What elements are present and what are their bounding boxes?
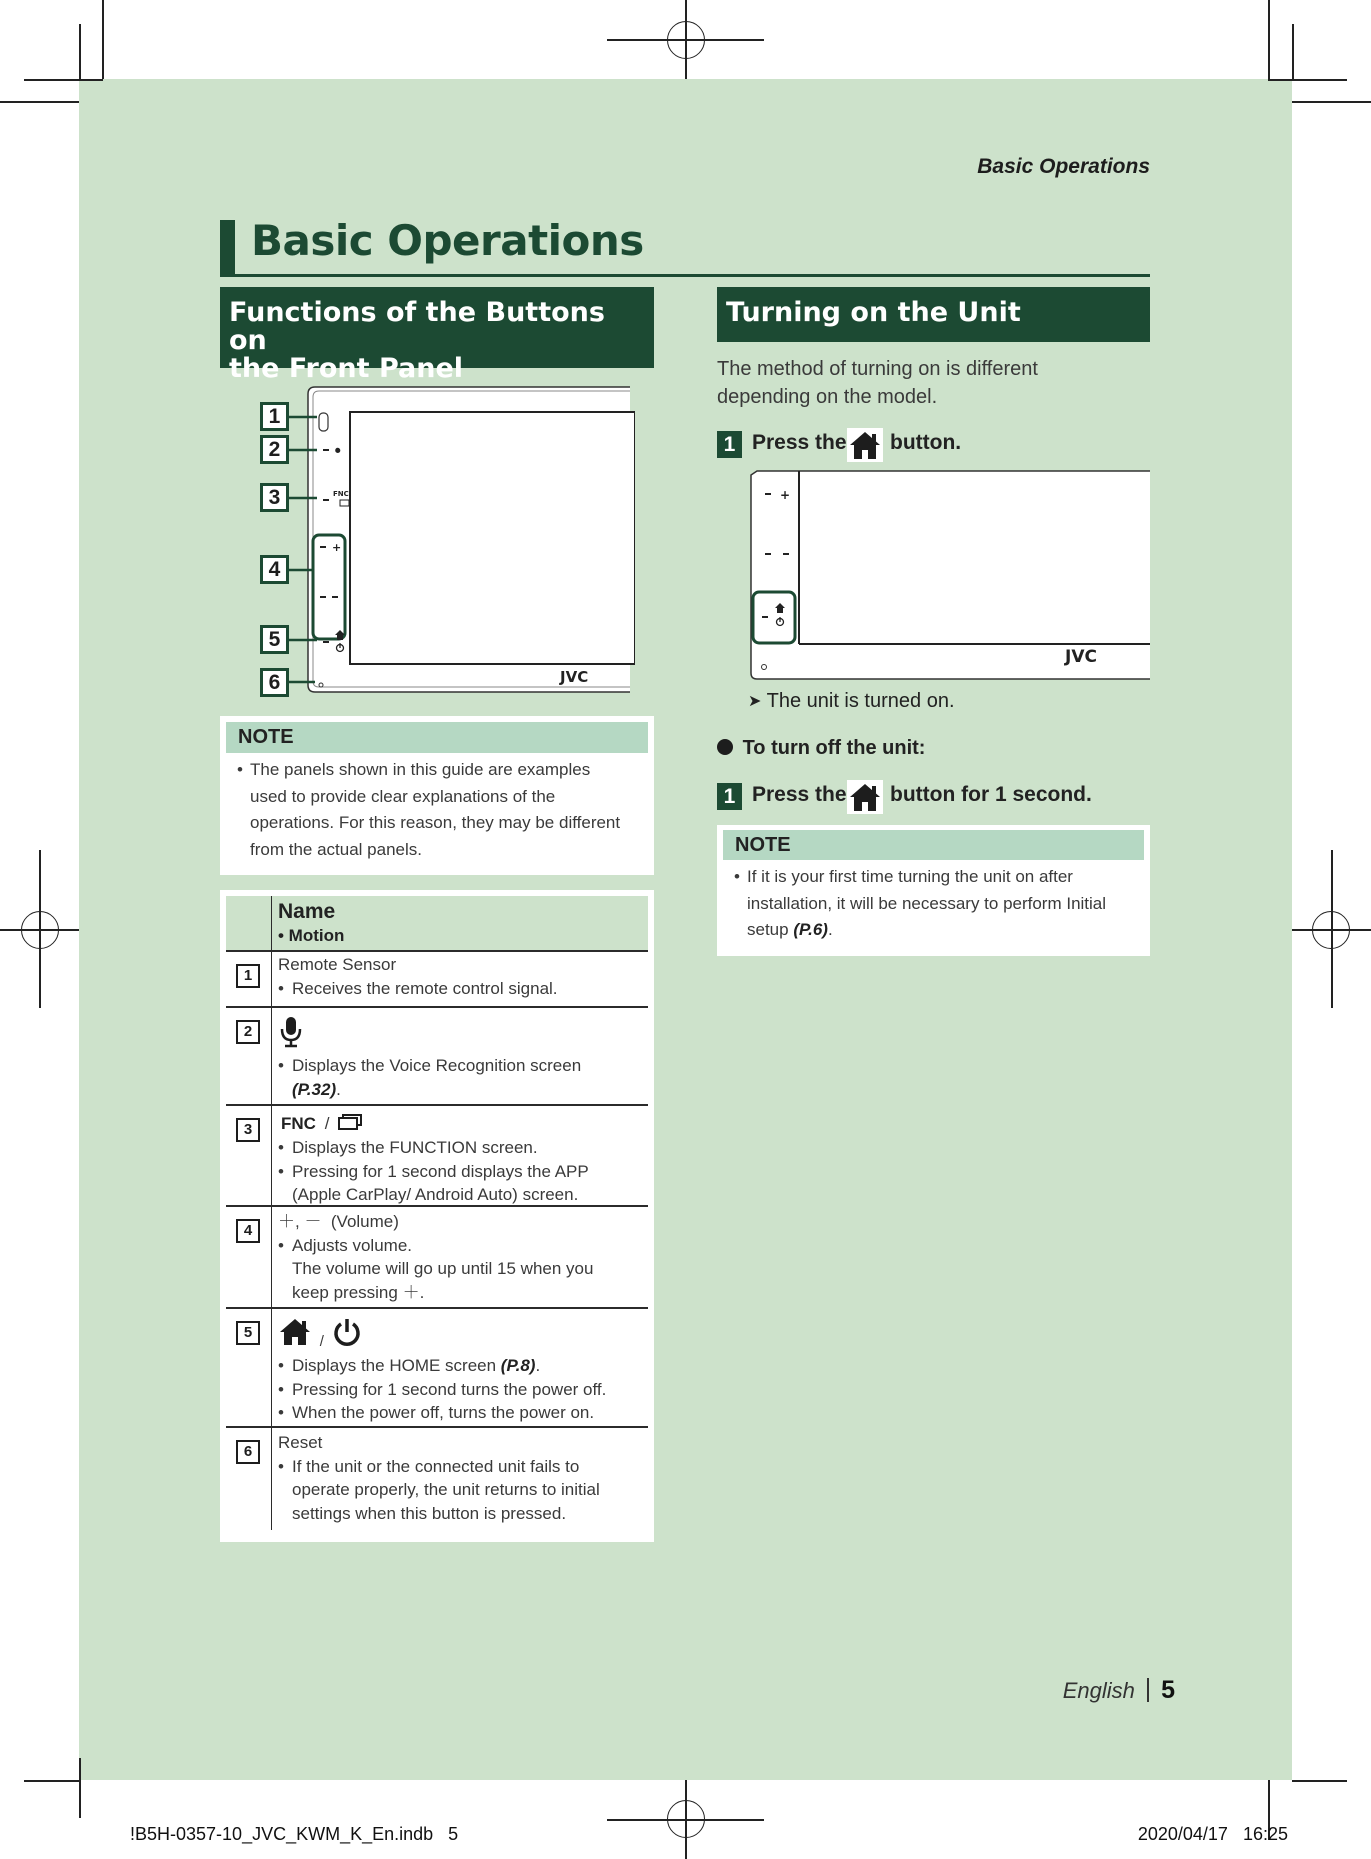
header-motion: • Motion (278, 926, 345, 945)
row-line-text: keep pressing ＋. (292, 1282, 425, 1302)
brand-logo: JVC (560, 668, 589, 686)
svg-text:FNC: FNC (333, 490, 349, 498)
row-line-text: Receives the remote control signal. (292, 978, 558, 998)
section-heading-line: Functions of the Buttons on (229, 297, 605, 356)
header-name: Name (278, 900, 336, 923)
table-num-col (226, 1008, 272, 1104)
row-line: • Displays the HOME screen (P.8). (278, 1356, 541, 1375)
step-before-text: Press the (752, 783, 847, 806)
row-number: 2 (236, 1020, 260, 1044)
row-content (278, 1016, 644, 1101)
separator: / (319, 1333, 324, 1350)
crop-mark (1292, 101, 1371, 103)
page-number-divider (1147, 1678, 1149, 1702)
row-number: 6 (236, 1440, 260, 1464)
page-ref[interactable]: (P.8) (500, 1356, 536, 1375)
note-line: If it is your first time turning the unit on after (747, 867, 1073, 886)
row-line-text: operate properly, the unit returns to initial (292, 1480, 600, 1499)
table-row (226, 1309, 648, 1428)
print-file-info: !B5H-0357-10_JVC_KWM_K_En.indb 5 (130, 1824, 459, 1844)
row-name: Remote Sensor (278, 955, 397, 974)
result-text: The unit is turned on. (766, 690, 955, 712)
svg-text:+: + (780, 488, 791, 502)
home-icon (847, 428, 883, 462)
table-row (226, 1106, 648, 1207)
row-content (278, 1210, 644, 1304)
note-line: used to provide clear explanations of the (250, 786, 556, 806)
table-header (226, 896, 648, 952)
row-line: • If the unit or the connected unit fails to (278, 1456, 580, 1476)
table-num-col (226, 1207, 272, 1307)
subhead (717, 737, 925, 760)
row-line-text: Pressing for 1 second turns the power off. (292, 1379, 607, 1399)
step-after-text: button for 1 second. (890, 783, 1092, 806)
section-heading-turning-on: Turning on the Unit (717, 287, 1150, 342)
step-before-text: Press the (752, 431, 847, 454)
note-line-text: setup (747, 920, 794, 939)
registration-mark (667, 1800, 705, 1838)
row-line: • Receives the remote control signal. (278, 978, 558, 998)
bullet: • (734, 867, 740, 886)
row-line-text: The volume will go up until 15 when you (292, 1259, 594, 1278)
callout-5: 5 (260, 625, 289, 654)
table-num-col (226, 952, 272, 1006)
row-line: • Displays the FUNCTION screen. (278, 1138, 538, 1157)
row-line (278, 1281, 644, 1305)
table-num-col (226, 1106, 272, 1205)
punctuation: . (535, 1356, 541, 1375)
note-line: The panels shown in this guide are examples (250, 760, 591, 779)
header-cells (278, 899, 344, 947)
row-line-text: If the unit or the connected unit fails to (292, 1456, 580, 1476)
home-icon (847, 780, 883, 814)
section-heading-functions (220, 287, 654, 384)
row-content (278, 1112, 644, 1207)
row-line (278, 1078, 644, 1102)
table-row (226, 1008, 648, 1106)
row-number: 3 (236, 1118, 260, 1142)
crop-mark (79, 1758, 81, 1818)
page-number: 5 (1161, 1676, 1175, 1704)
table-num-col (226, 1428, 272, 1530)
row-line-text: Adjusts volume. (292, 1235, 412, 1255)
note-text (734, 864, 1147, 944)
row-number: 4 (236, 1219, 260, 1243)
callout-4: 4 (260, 555, 289, 584)
callout-6: 6 (260, 668, 289, 697)
row-line-text: Displays the Voice Recognition screen (292, 1056, 582, 1075)
crop-mark (79, 24, 81, 79)
row-line-text: settings when this button is pressed. (292, 1503, 567, 1523)
print-date: 2020/04/17 16:25 (1137, 1824, 1288, 1844)
bullet-dot-icon (717, 739, 733, 755)
table-num-col (226, 1309, 272, 1426)
registration-mark (667, 21, 705, 59)
running-head: Basic Operations (977, 155, 1150, 178)
table-row (226, 952, 648, 1008)
language-label: English (1062, 1678, 1135, 1703)
arrow-icon: ➤ (748, 693, 762, 710)
row-line: • Pressing for 1 second turns the power off. (278, 1379, 607, 1399)
row-line: • Adjusts volume. (278, 1235, 412, 1255)
power-icon (332, 1317, 362, 1354)
crop-mark (1268, 0, 1270, 79)
front-panel-illustration (255, 385, 635, 697)
punctuation: . (336, 1079, 341, 1099)
unit-illustration (747, 468, 1150, 680)
table-num-col (226, 896, 272, 950)
row-line (278, 1478, 644, 1502)
row-number: 5 (236, 1321, 260, 1345)
table-row (226, 1207, 648, 1309)
note-line: installation, it will be necessary to perform Initial (747, 893, 1107, 913)
table-row (226, 1428, 648, 1530)
row-content (278, 1431, 644, 1525)
note-title: NOTE (723, 830, 1144, 860)
bullet: • (237, 760, 243, 779)
microphone-icon (278, 1016, 644, 1050)
row-line: • When the power off, turns the power on. (278, 1403, 595, 1422)
note-text (237, 757, 650, 863)
crop-mark (1268, 79, 1347, 81)
crop-mark (24, 1780, 79, 1782)
row-line-text: Displays the FUNCTION screen. (292, 1138, 538, 1157)
callout-1: 1 (260, 402, 289, 431)
front-panel-figure (255, 385, 635, 697)
subhead-text: To turn off the unit: (742, 737, 926, 759)
brand-logo: JVC (1065, 647, 1097, 667)
row-line-text: When the power off, turns the power on. (292, 1403, 595, 1422)
crop-mark (0, 101, 79, 103)
row-name: Reset (278, 1433, 323, 1452)
fnc-label: FNC (281, 1114, 316, 1133)
row-line-text: (Apple CarPlay/ Android Auto) screen. (292, 1185, 579, 1204)
svg-text:+: + (332, 541, 342, 554)
callout-2: 2 (260, 435, 289, 464)
note-line: operations. For this reason, they may be different (250, 813, 621, 832)
step-number: 1 (717, 431, 742, 458)
row-line: • Displays the Voice Recognition screen (278, 1056, 582, 1075)
app-switch-icon (338, 1113, 362, 1137)
page-title: Basic Operations (251, 216, 644, 265)
row-line (278, 1502, 644, 1526)
registration-mark (21, 911, 59, 949)
page-number-block (1063, 1676, 1175, 1705)
home-icon (278, 1317, 312, 1354)
crop-mark (1292, 24, 1294, 79)
title-accent-bar (220, 220, 235, 274)
note-line: from the actual panels. (250, 839, 422, 859)
result-line (748, 690, 955, 713)
row-name-line (278, 1112, 644, 1136)
callout-3: 3 (260, 483, 289, 512)
page-ref[interactable]: (P.6) (793, 920, 828, 939)
row-number: 1 (236, 964, 260, 988)
separator: / (324, 1114, 330, 1133)
row-content (278, 953, 644, 1000)
crop-mark (102, 0, 104, 79)
note-title: NOTE (226, 722, 648, 753)
row-line-text: Pressing for 1 second displays the APP (292, 1161, 589, 1181)
intro-line: The method of turning on is different (717, 358, 1038, 380)
row-line: • Pressing for 1 second displays the APP (278, 1161, 589, 1181)
intro-line: depending on the model. (717, 385, 938, 408)
row-name: ＋, － (Volume) (278, 1212, 399, 1231)
crop-mark (24, 79, 103, 81)
row-line (278, 1183, 644, 1207)
row-line-text: Displays the HOME screen (292, 1356, 501, 1375)
step-number: 1 (717, 783, 742, 810)
buttons-table (220, 890, 654, 1542)
row-content (278, 1317, 644, 1425)
svg-text:⏺: ⏺ (335, 444, 341, 457)
page-ref[interactable]: (P.32) (292, 1079, 337, 1099)
row-line (278, 1257, 644, 1281)
note-box-initial-setup (717, 825, 1150, 956)
page-title-block (220, 216, 1150, 277)
intro-text (717, 356, 1038, 411)
unit-figure (747, 468, 1150, 680)
crop-mark (1292, 1780, 1347, 1782)
note-line (747, 917, 1147, 944)
punctuation: . (827, 920, 833, 939)
section-heading-line: the Front Panel (229, 353, 464, 384)
home-power-icons (278, 1317, 644, 1351)
registration-mark (1312, 911, 1350, 949)
step-after-text: button. (890, 431, 962, 454)
note-box-panels (220, 716, 654, 875)
